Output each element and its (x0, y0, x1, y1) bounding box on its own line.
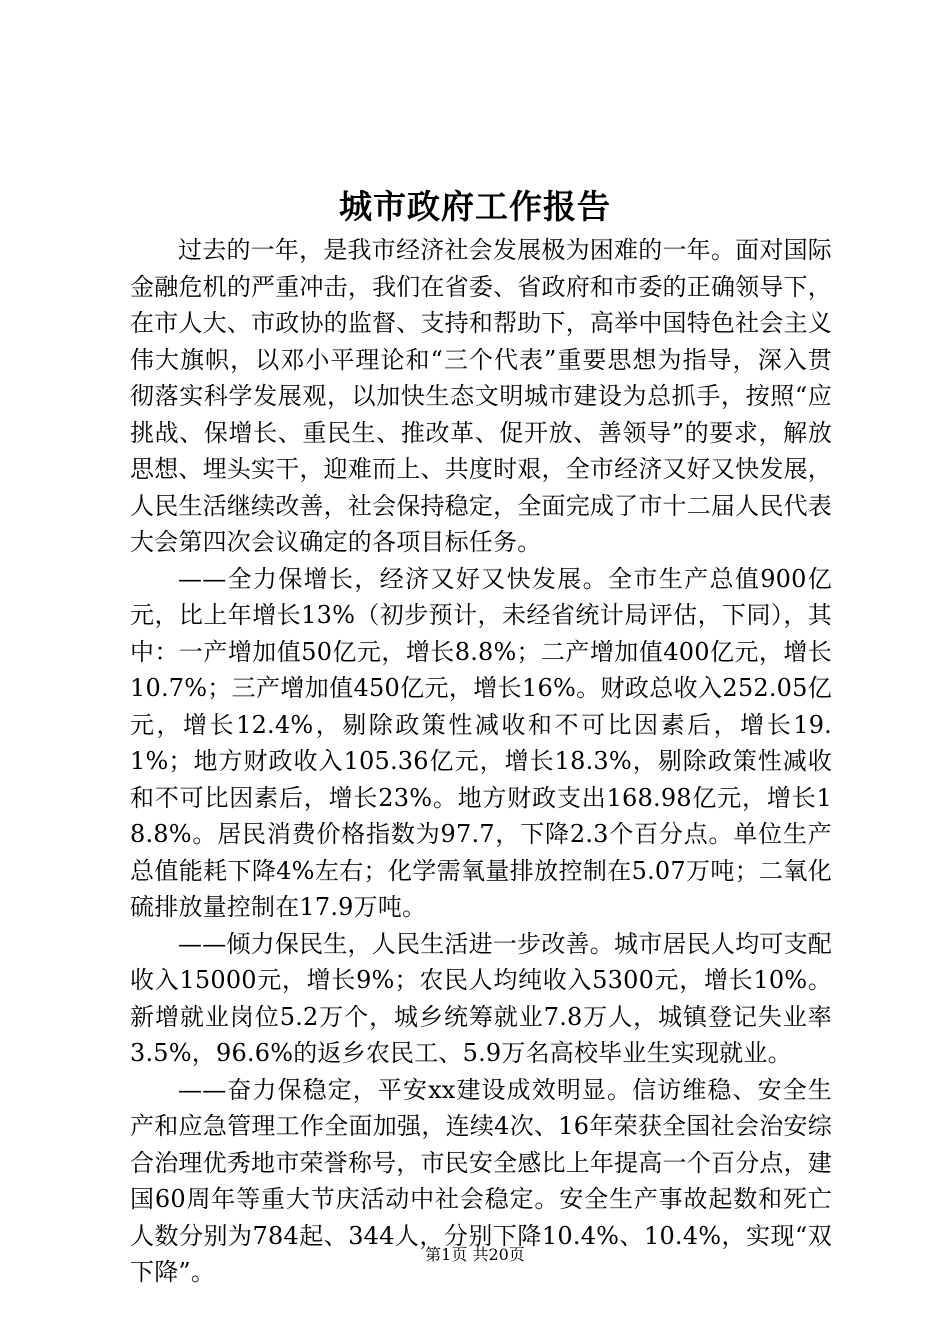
paragraph-intro: 过去的一年，是我市经济社会发展极为困难的一年。面对国际金融危机的严重冲击，我们在省委、省政府和市委的正确领导下，在市人大、市政协的监督、支持和帮助下，高举中国特色社会主义伟大旗帜，以邓小平理论和“三个代表”重要思想为指导，深入贯彻落实科学发展观，以加快生态文明城市建设为总抓手，按照“应挑战、保增长、重民生、推改革、促开放、善领导”的要求，解放思想、埋头实干，迎难而上、共度时艰，全市经济又好又快发展，人民生活继续改善，社会保持稳定，全面完成了市十二届人民代表大会第四次会议确定的各项目标任务。 (130, 236, 832, 556)
paragraph-economy: ——全力保增长，经济又好又快发展。全市生产总值900亿元，比上年增长13%（初步预计，未经省统计局评估，下同），其中：一产增加值50亿元，增长8.8%；二产增加值400亿元，增长10.7%；三产增加值450亿元，增长16%。财政总收入252.05亿元，增长12.4%，剔除政策性减收和不可比因素后，增长19.1%；地方财政收入105.36亿元，增长18.3%，剔除政策性减收和不可比因素后，增长23%。地方财政支出168.98亿元，增长18.8%。居民消费价格指数为97.7，下降2.3个百分点。单位生产总值能耗下降4%左右；化学需氧量排放控制在5.07万吨；二氧化硫排放量控制在17.9万吨。 (130, 564, 832, 921)
document-body (130, 232, 832, 1291)
document-title: 城市政府工作报告 (339, 187, 611, 226)
page-footer: 第1页 共20页 (425, 1245, 525, 1264)
paragraph-stability: ——奋力保稳定，平安xx建设成效明显。信访维稳、安全生产和应急管理工作全面加强，连续4次、16年荣获全国社会治安综合治理优秀地市荣誉称号，市民安全感比上年提高一个百分点，建国60周年等重大节庆活动中社会稳定。安全生产事故起数和死亡人数分别为784起、344人，分别下降10.4%、10.4%，实现“双下降”。 (130, 1075, 832, 1286)
paragraph-livelihood: ——倾力保民生，人民生活进一步改善。城市居民人均可支配收入15000元，增长9%；农民人均纯收入5300元，增长10%。新增就业岗位5.2万个，城乡统筹就业7.8万人，城镇登记失业率3.5%，96.6%的返乡农民工、5.9万名高校毕业生实现就业。 (130, 929, 832, 1067)
